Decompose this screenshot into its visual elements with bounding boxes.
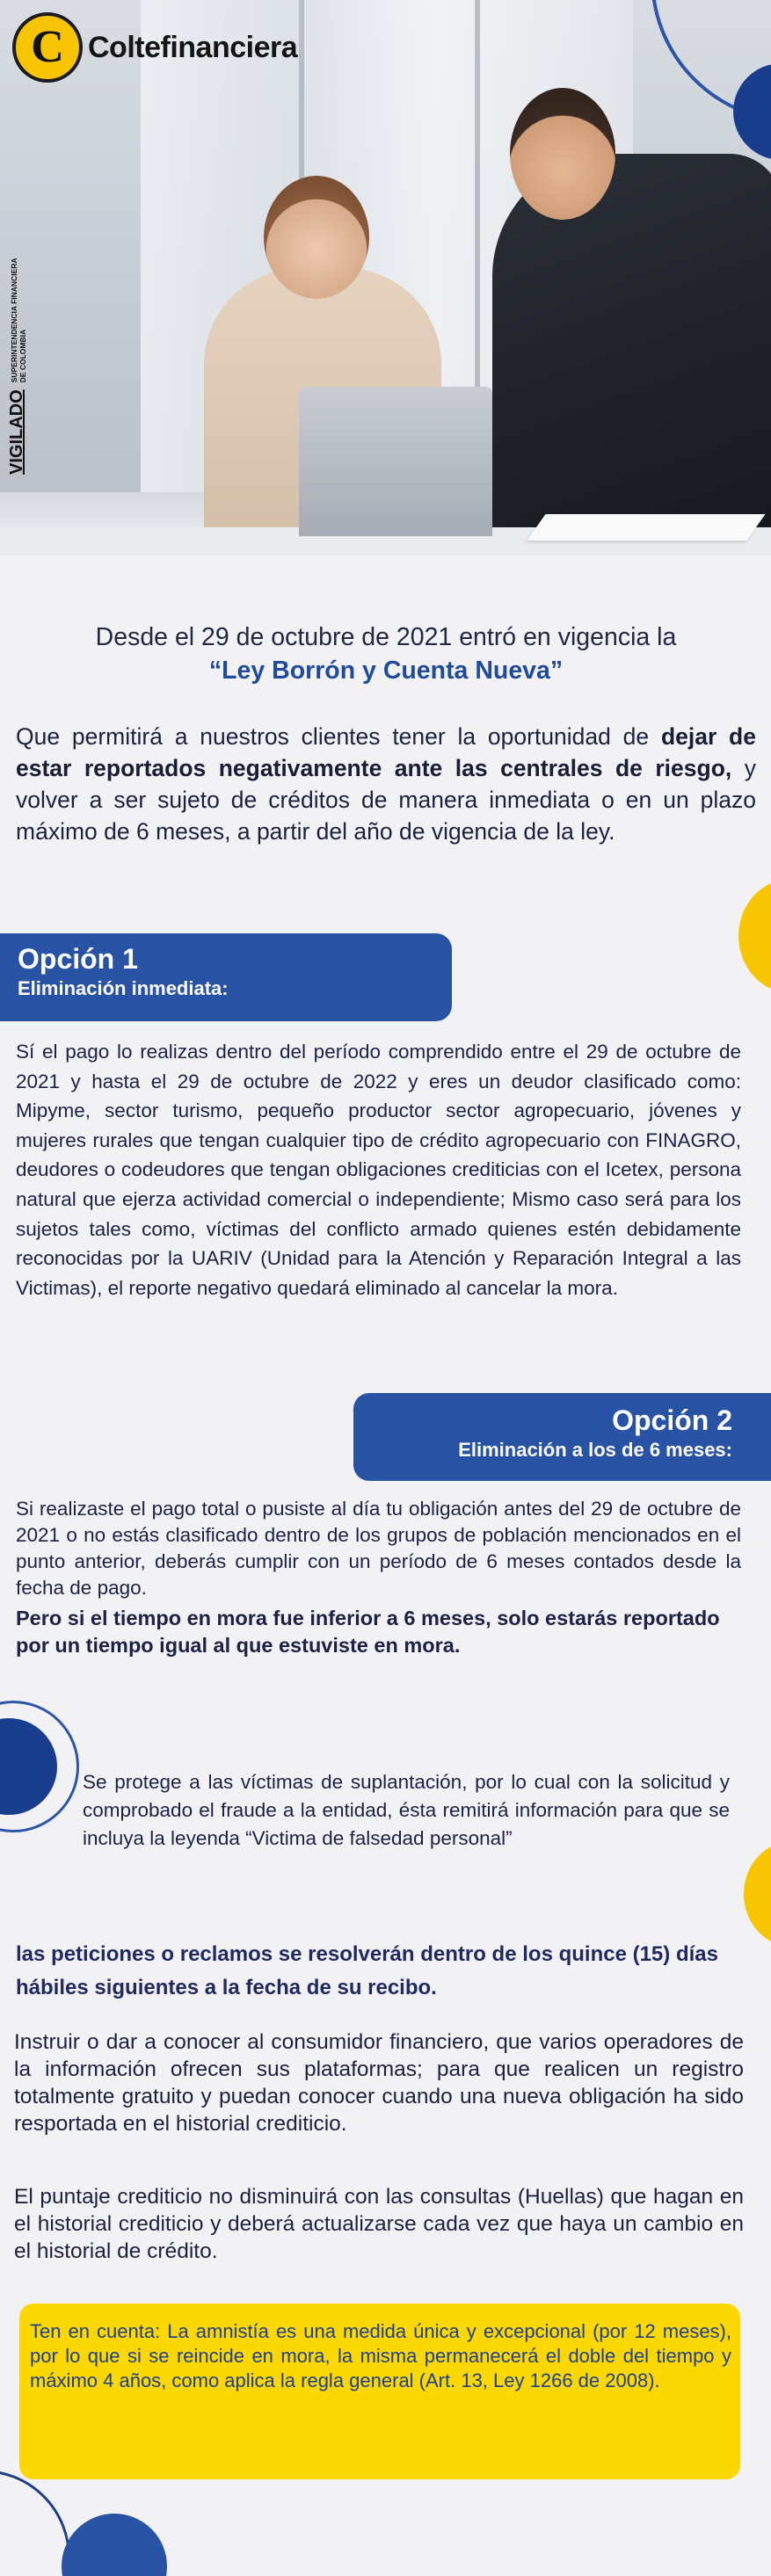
law-name: “Ley Borrón y Cuenta Nueva” [208,657,564,685]
option2-header [353,1393,771,1481]
option1-header [0,933,452,1021]
vigilado-entity: SUPERINTENDENCIA FINANCIERA DE COLOMBIA [10,258,27,383]
puntaje-text: El puntaje crediticio no disminuirá con las consultas (Huellas) que hagan en el historial crediticio y deberá actualizarse cada vez que haya un cambio en el historial de crédito. [14,2185,744,2263]
intro-end: y volver a ser sujeto de créditos de manera inmediata o en un plazo máximo de 6 meses, a partir del año de vigencia de la ley. [16,755,756,845]
option2-paragraph: Si realizaste el pago total o pusiste al día tu obligación antes del 29 de octubre de 2021 o no estás clasificado dentro de los grupos de población mencionados en el punto anterior, deberás cumplir con un período de 6 meses contados desde la fecha de pago. [16,1498,741,1599]
option1-subtitle: Eliminación inmediata: [18,977,229,999]
note-text: Ten en cuenta: La amnistía es una medida única y excepcional (por 12 meses), por lo que si se reincide en mora, la misma permanecerá el doble del tiempo y máximo 4 años, como aplica la regla general (Art. 13, Ley 1266 de 2008). [30,2320,731,2391]
option2-bold: Pero si el tiempo en mora fue inferior a 6 meses, solo estarás reportado por un tiempo igual al que estuviste en mora. [16,1607,720,1657]
vigilado-label: VIGILADO [7,389,26,475]
option2-title: Opción 2 [612,1404,732,1436]
decorative-circle-yellow [738,879,771,993]
intro-paragraph [16,721,756,847]
man-figure [492,154,771,555]
hero-photo [0,0,771,555]
intro-line: Desde el 29 de octubre de 2021 entró en vigencia la [95,623,677,651]
note-box [19,2304,740,2479]
intro-bold: dejar de estar reportados negativamente ante las centrales de riesgo, [16,723,756,781]
laptop [299,387,492,536]
vigilado-seal [7,250,27,475]
logo-icon [12,12,83,83]
logo-letter: C [31,22,64,72]
option1-text: Sí el pago lo realizas dentro del período comprendido entre el 29 de octubre de 2021 y hasta el 29 de octubre de 2022 y eres un deudor clasificado como: Mipyme, sector turismo, pequeño productor sector agropecuario, jóvenes y mujeres rurales que tengan cualquier tipo de crédito agropecuario con FINAGRO, deudores o codeudores que tengan obligaciones crediticias con el Icetex, persona natural que ejerza actividad comercial o independiente; Mismo caso será para los sujetos tales como, víctimas del conflicto armado quienes estén debidamente reconocidas por la UARIV (Unidad para la Atención y Reparación Integral a las Victimas), el reporte negativo quedará eliminado al cancelar la mora. [16,1041,741,1299]
option2-subtitle: Eliminación a los de 6 meses: [458,1439,732,1461]
man-head [510,88,615,220]
brand-logo [12,12,297,83]
decorative-circle-yellow [744,1841,771,1947]
decorative-ring [0,2470,70,2576]
victim-text: Se protege a las víctimas de suplantación, por lo cual con la solicitud y comprobado el fraude a la entidad, ésta remitirá información para que se incluya la leyenda “Victima de falsedad personal” [83,1771,730,1849]
option2-text [16,1496,741,1659]
intro-start: Que permitirá a nuestros clientes tener la oportunidad de [16,723,661,750]
petitions-text: las peticiones o reclamos se resolverán dentro de los quince (15) días hábiles siguientes a la fecha de su recibo. [16,1942,718,1999]
brand-name: Coltefinanciera [88,30,298,64]
decorative-circle-blue [62,2514,167,2576]
intro-heading [16,620,756,687]
instruir-text: Instruir o dar a conocer al consumidor financiero, que varios operadores de la información ofrecen sus plataformas; para que realicen un registro totalmente gratuito y puedan conocer cuando una nueva obligación ha sido resportada en el historial crediticio. [14,2030,744,2136]
woman-head [264,176,369,299]
option1-title: Opción 1 [18,943,138,975]
papers [527,514,765,541]
